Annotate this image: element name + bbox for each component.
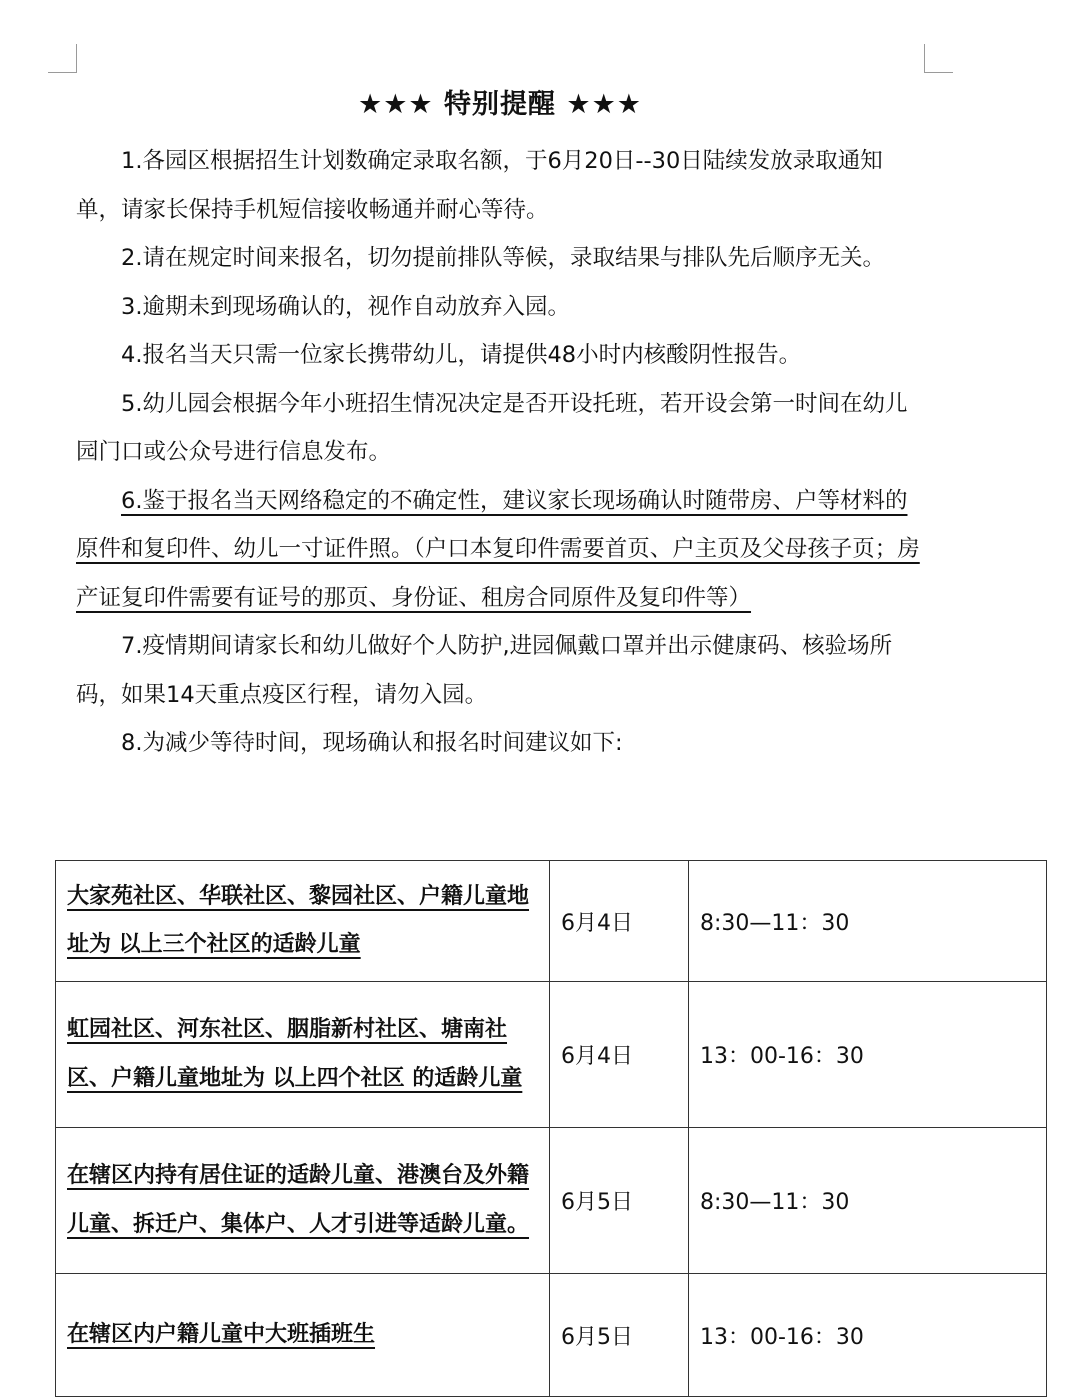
notice-item-8: 8.为减少等待时间，现场确认和报名时间建议如下: bbox=[121, 730, 623, 756]
schedule-date: 6月4日 bbox=[550, 861, 689, 982]
notice-item-2: 2.请在规定时间来报名，切勿提前排队等候，录取结果与排队先后顺序无关。 bbox=[121, 245, 885, 271]
schedule-row bbox=[56, 861, 1047, 982]
notice-item-5: 5.幼儿园会根据今年小班招生情况决定是否开设托班，若开设会第一时间在幼儿园门口或公众号进行信息发布。 bbox=[76, 390, 908, 465]
schedule-who-text: 虹园社区、河东社区、胭脂新村社区、塘南社区、户籍儿童地址为 以上四个社区 的适龄儿童 bbox=[67, 1017, 523, 1091]
schedule-time: 13：00-16：30 bbox=[689, 1274, 1047, 1397]
schedule-time: 8:30—11：30 bbox=[689, 1128, 1047, 1274]
page-corner-mark-right bbox=[924, 44, 953, 73]
schedule-who bbox=[56, 1128, 550, 1274]
schedule-who bbox=[56, 1274, 550, 1397]
schedule-time: 8:30—11：30 bbox=[689, 861, 1047, 982]
schedule-row bbox=[56, 982, 1047, 1128]
notice-item-3: 3.逾期未到现场确认的，视作自动放弃入园。 bbox=[121, 293, 570, 320]
schedule-who-text: 大家苑社区、华联社区、黎园社区、户籍儿童地址为 以上三个社区的适龄儿童 bbox=[67, 883, 530, 957]
page-corner-mark-left bbox=[48, 44, 77, 73]
page-title: ★★★ 特别提醒 ★★★ bbox=[357, 89, 643, 120]
schedule-who bbox=[56, 982, 550, 1128]
schedule-date: 6月5日 bbox=[550, 1128, 689, 1274]
notice-item-4: 4.报名当天只需一位家长携带幼儿，请提供48小时内核酸阴性报告。 bbox=[121, 342, 802, 368]
schedule-time: 13：00-16：30 bbox=[689, 982, 1047, 1128]
notice-item-6: 6.鉴于报名当天网络稳定的不确定性，建议家长现场确认时随带房、户等材料的原件和复印件、幼儿一寸证件照。（户口本复印件需要首页、户主页及父母孩子页；房产证复印件需要有证号的那页、身份证、租房合同原件及复印件等） bbox=[76, 487, 920, 611]
notice-item-1: 1.各园区根据招生计划数确定录取名额，于6月20日--30日陆续发放录取通知单，请家长保持手机短信接收畅通并耐心等待。 bbox=[76, 148, 883, 223]
schedule-table bbox=[55, 860, 1047, 1397]
schedule-who-text: 在辖区内户籍儿童中大班插班生 bbox=[67, 1321, 376, 1347]
schedule-date: 6月5日 bbox=[550, 1274, 689, 1397]
schedule-row bbox=[56, 1128, 1047, 1274]
schedule-row bbox=[56, 1274, 1047, 1397]
notice-item-7: 7.疫情期间请家长和幼儿做好个人防护,进园佩戴口罩并出示健康码、核验场所码，如果14天重点疫区行程，请勿入园。 bbox=[76, 633, 893, 708]
schedule-who-text: 在辖区内持有居住证的适龄儿童、港澳台及外籍儿童、拆迁户、集体户、人才引进等适龄儿童。 bbox=[67, 1163, 530, 1237]
notice-body bbox=[76, 137, 926, 768]
schedule-date: 6月4日 bbox=[550, 982, 689, 1128]
schedule-who bbox=[56, 861, 550, 982]
